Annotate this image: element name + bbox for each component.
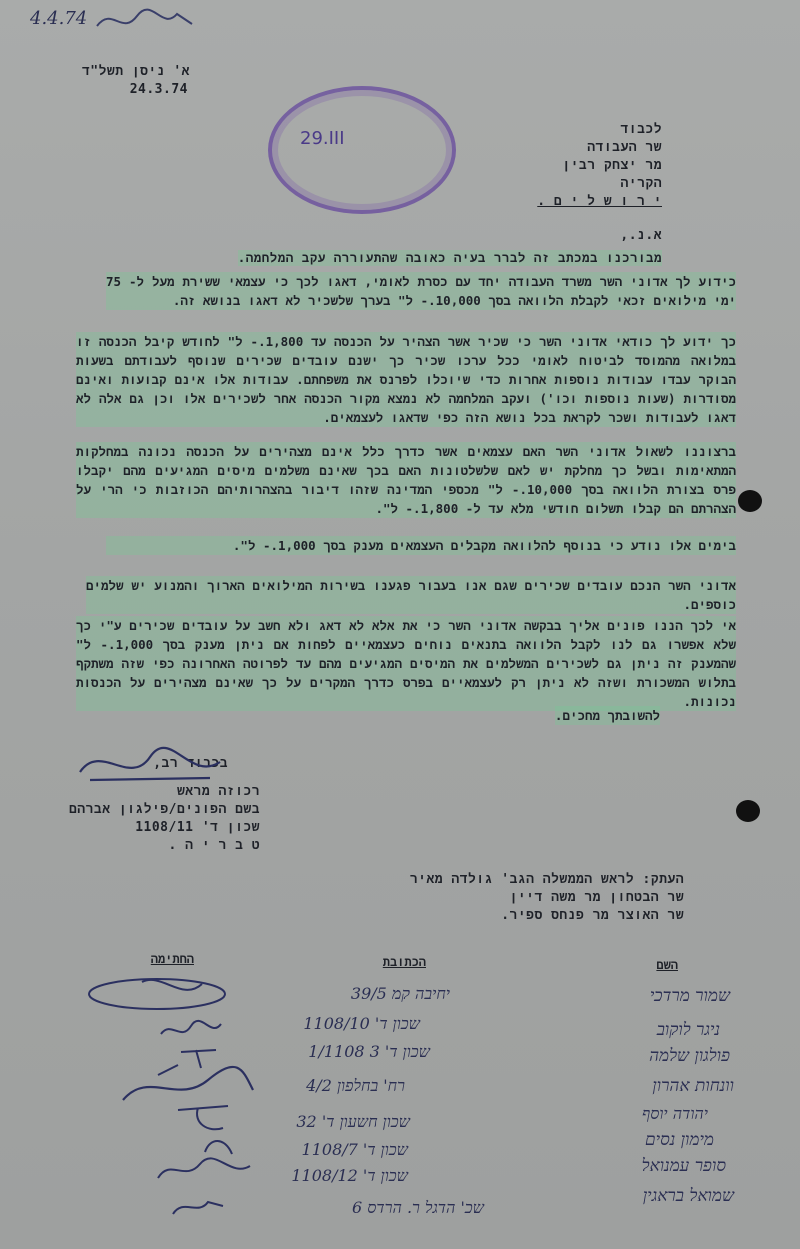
petitioner-address: שכון ד' 3 1/1108 xyxy=(308,1042,430,1061)
petitioner-signature-icon xyxy=(156,1016,226,1044)
letter-subject: מבורכנו במכתב זה לברר בעיה כאובה שהתעוררה עקב המלחמה. xyxy=(237,250,662,265)
signer-name: בשם הפונים/פילגון אברהם xyxy=(68,802,260,817)
petitioner-address: יחיבה קמ 39/5 xyxy=(350,984,450,1003)
paragraph-7: להשובתך מחכים. xyxy=(554,708,660,723)
petitioner-address: שכון ד' 1108/10 xyxy=(303,1014,420,1033)
petitioner-name: שמור מרדכי xyxy=(649,986,730,1006)
addressee-line2: שר העבודה xyxy=(587,140,662,155)
header-address: הכתובת xyxy=(382,955,426,969)
salutation: א.נ., xyxy=(620,228,662,243)
corner-scribble-icon xyxy=(92,6,202,36)
punch-hole-bottom xyxy=(736,800,760,822)
petitioner-address: שכון חשעון ד' 32 xyxy=(296,1112,410,1131)
addressee-city: י ר ו ש ל י ם . xyxy=(537,194,662,209)
petitioner-name: פולגון שלמה xyxy=(649,1046,730,1066)
signer-city: ט ב ר י ה . xyxy=(168,838,260,853)
petitioner-name: ניגר לוקוב xyxy=(656,1020,720,1040)
petitioner-signature-icon xyxy=(168,1192,228,1222)
petitioner-address: שכ' הדגל ר. הרדס 6 xyxy=(351,1198,484,1217)
punch-hole-top xyxy=(738,490,762,512)
paragraph-4: בימים אלו נודע כי בנוסף להלוואה מקבלים העצמאים מענק בסך 1,000.- ל". xyxy=(106,536,736,555)
copies-line1: העתק: לראש הממשלה הגב' גולדה מאיר xyxy=(409,872,684,887)
addressee-line4: הקריה xyxy=(620,176,662,191)
stamp-date: 29.III xyxy=(300,128,345,149)
petitioner-name: מימון נסים xyxy=(645,1130,714,1150)
signer-address: שכון ד' 1108/11 xyxy=(135,820,260,835)
received-stamp xyxy=(268,86,456,214)
addressee-line3: מר יצחק רבין xyxy=(562,158,662,173)
petitioner-signature-icon xyxy=(150,1152,260,1188)
paragraph-2: כך ידוע לך כודאי אדוני השר כי שכיר אשר הצהיר על הכנסה עד 1,800.- ל" לחודש קיבל הכנסה זו במלואה מהמוסד לביטוח לאומי ככל ערכו שכיר כך ישנם עובדים שכירים שנוסף לעבודתם בשעות הבוקר עבדו עבודות נוספות אחרות כדי שיוכלו לפרנס את משפחתם. עבודות אלו אינם קבועות ואינם מסודרות (שעות נוספות וכו') ועקב המלחמה לא נמצא מקור הכנסה אחר לשכירים אלו וכן גם אלה לא דאגו לעבודות ושכר לקראת בכל נושא הזה כפי שדאגו לעצמאים. xyxy=(76,334,737,425)
petitioner-name: שמואל בראגין xyxy=(642,1186,734,1206)
petitioner-address: שכון ד' 1108/12 xyxy=(291,1166,408,1185)
copies-line3: שר האוצר מר פנחס ספיר. xyxy=(501,908,684,923)
petitioner-address: רח' בחלפון 4/2 xyxy=(306,1076,405,1095)
paragraph-1: כידוע לך אדוני השר משרד העבודה יחד עם כסרת לאומי, דאגו לכך כי עצמאי ששירת מעל ל- 75 ימי מילואים זכאי לקבלת הלוואה בסך 10,000.- ל" בערך שלשכיר לא דאגו בנושא זה. xyxy=(106,274,736,308)
header-name: השם xyxy=(656,958,678,972)
paragraph-3: ברצוננו לשאול אדוני השר האם עצמאים אשר כדרך כלל אינם מצהירים על הכנסה נכונה במחלקות המתאימות ובשל כך מחלקת יש לאם שלשלטונות האם בכך שאינם משלמים מיסים המגיעים מהם יקבלו פרס בצורת הלוואה בסך 10,000.- ל" מכספי המדינה שזהו דיבור בהצהרותיהם הכוזבות כי הרי על הצהרתם הם קבלו תשלום חודשי מלא עד ל- 1,800.- ל". xyxy=(76,444,737,516)
paragraph-5: אדוני השר הנכם עובדים שכירים שגם אנו בעבור פגענו בשירות המילואים הארוך והמנוע יש שלמים כוספים. xyxy=(86,578,736,612)
copies-line2: שר הבטחון מר משה דיין xyxy=(509,890,684,905)
header-signature: החתימה xyxy=(150,952,194,966)
petitioner-name: יהודה יוסף xyxy=(641,1104,708,1123)
petitioner-address: שכון ד' 1108/7 xyxy=(301,1140,408,1159)
closing: בכבוד רב, xyxy=(153,756,228,771)
corner-note: 4.4.74 xyxy=(30,8,88,29)
petitioner-signature-icon xyxy=(82,972,232,1014)
addressee-line1: לכבוד xyxy=(620,122,662,137)
petitioner-name: סופר עמנואל xyxy=(641,1156,726,1176)
date-hebrew: א' ניסן תשל"ד xyxy=(81,64,190,79)
date: 24.3.74 xyxy=(129,82,188,97)
paragraph-6: אי לכך הננו פונים אליך בבקשה אדוני השר כי את אלא לא דאג ולא חשב על עובדים שכירים ע"י כך שלא אפשרו גם לנו לקבל הלוואה בתנאים נוחים כעצמאיים לפחות אם ניתן מענק בסך 1,000.- ל" שהמענק זה ניתן גם לשכירים המשלמים את המיסים המגיעים מהם עד לפרוטה האחרונה כפי שזה משתקף בתלוש המשכורת ושזה לא ניתן רק לעצמאיים בפרס כדרך המקרים על כך שאינם מצהירים על הכנסות נכונות. xyxy=(76,618,736,709)
signer-committee: רכוזה מראש xyxy=(176,784,260,799)
petitioner-name: וונחות אהרון xyxy=(652,1076,734,1096)
